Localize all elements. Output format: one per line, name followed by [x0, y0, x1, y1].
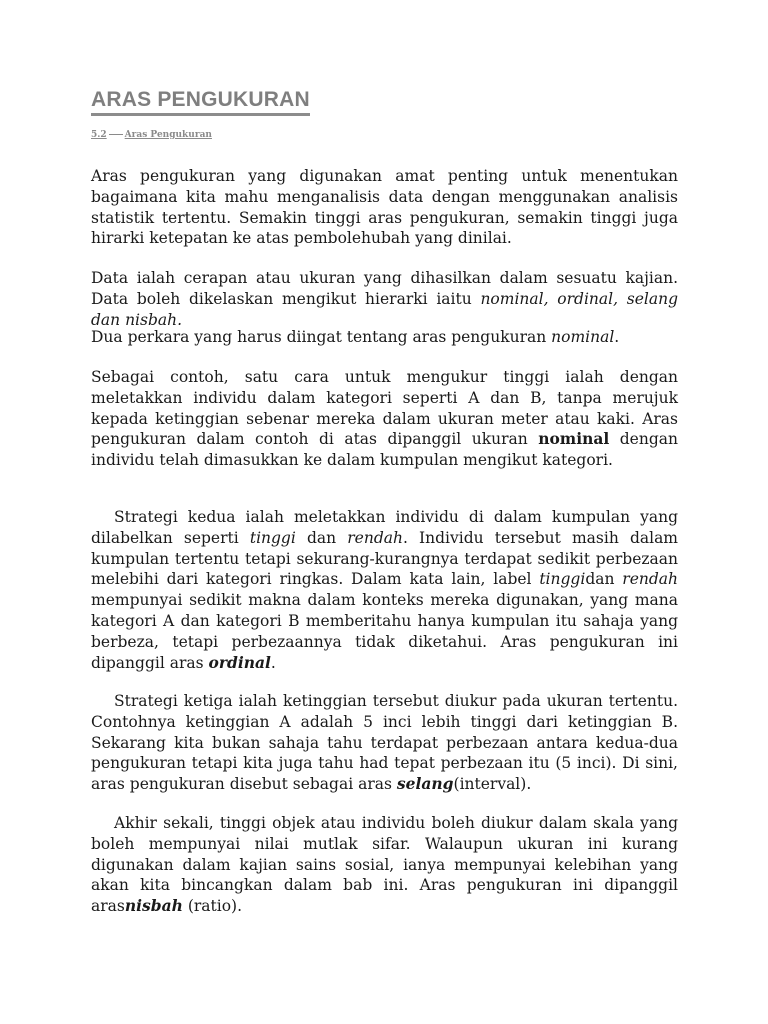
paragraph-5-em-3: tinggi [539, 570, 586, 589]
paragraph-5-em-1: tinggi [249, 528, 296, 547]
paragraph-5-em-4: rendah [622, 570, 678, 589]
section-heading [91, 130, 212, 140]
paragraph-4 [91, 367, 678, 471]
paragraph-6 [91, 691, 678, 795]
paragraph-4-text: Sebagai contoh, satu cara untuk mengukur tinggi ialah dengan meletakkan individu dalam kategori seperti A dan B, tanpa merujuk kepada ketinggian sebenar mereka dalam ukuran meter atau kaki. Aras pengukuran dalam contoh di atas dipanggil ukuran [91, 368, 678, 449]
paragraph-7-text: Akhir sekali, tinggi objek atau individu boleh diukur dalam skala yang boleh mempunyai nilai mutlak sifar. Walaupun ukuran ini kurang digunakan dalam kajian sains sosial, ianya mempunyai kelebihan yang akan kita bincangkan dalam bab ini. Aras pengukuran ini dipanggil aras [91, 814, 678, 916]
paragraph-1 [91, 166, 678, 249]
paragraph-2-text: Data ialah cerapan atau ukuran yang dihasilkan dalam sesuatu kajian. Data boleh dikelaskan mengikut hierarki iaitu [91, 269, 678, 308]
paragraph-3-text: Dua perkara yang harus diingat tentang aras pengukuran [91, 328, 552, 346]
paragraph-5-text-5: mempunyai sedikit makna dalam konteks mereka digunakan, yang mana kategori A dan kategori B memberitahu hanya kumpulan itu sahaja yang berbeza, tetapi perbezaannya tidak diketahui. Aras pengukuran ini dipanggil aras [91, 591, 678, 672]
paragraph-7-bold-em: nisbah [124, 896, 183, 916]
paragraph-7-end: (ratio). [182, 897, 243, 916]
paragraph-5 [91, 507, 678, 673]
paragraph-5-text-4: dan [585, 570, 623, 589]
paragraph-5-bold-em: ordinal [208, 652, 271, 672]
section-number: 5.2 [91, 130, 107, 140]
paragraph-2 [91, 268, 678, 330]
paragraph-4-end: dengan individu telah dimasukkan ke dalam kumpulan mengikut kategori. [91, 430, 678, 470]
paragraph-6-end: (interval). [453, 775, 532, 794]
paragraph-5-text-3: . Individu tersebut masih dalam kumpulan tertentu tetapi sekurang-kurangnya terdapat sedikit perbezaan melebihi dari kategori ringkas. Dalam kata lain, label [91, 528, 679, 589]
section-separator [109, 134, 123, 135]
paragraph-3-end: . [614, 328, 620, 346]
paragraph-5-end: . [270, 653, 276, 672]
paragraph-3-emphasis: nominal [551, 328, 615, 346]
paragraph-1-text: Aras pengukuran yang digunakan amat penting untuk menentukan bagaimana kita mahu menganalisis data dengan menggunakan analisis statistik tertentu. Semakin tinggi aras pengukuran, semakin tinggi juga hirarki ketepatan ke atas pembolehubah yang dinilai. [91, 167, 678, 248]
section-title: Aras Pengukuran [124, 130, 212, 140]
paragraph-6-bold-em: selang [396, 774, 454, 794]
page-title: ARAS PENGUKURAN [91, 88, 310, 116]
paragraph-3 [91, 327, 678, 348]
paragraph-4-bold: nominal [538, 429, 610, 449]
paragraph-5-em-2: rendah [347, 528, 403, 547]
paragraph-7 [91, 813, 678, 917]
paragraph-5-text: Strategi kedua ialah meletakkan individu di dalam kumpulan yang dilabelkan seperti [91, 508, 678, 547]
paragraph-2-emphasis: nominal, ordinal, selang dan nisbah. [91, 289, 678, 329]
paragraph-6-text: Strategi ketiga ialah ketinggian tersebut diukur pada ukuran tertentu. Contohnya ketinggian A adalah 5 inci lebih tinggi dari ketinggian B. Sekarang kita bukan sahaja tahu terdapat perbezaan antara kedua-dua pengukuran tetapi kita juga tahu had tepat perbezaan itu (5 inci). Di sini, aras pengukuran disebut sebagai aras [91, 692, 678, 794]
paragraph-5-text-2: dan [295, 528, 348, 547]
